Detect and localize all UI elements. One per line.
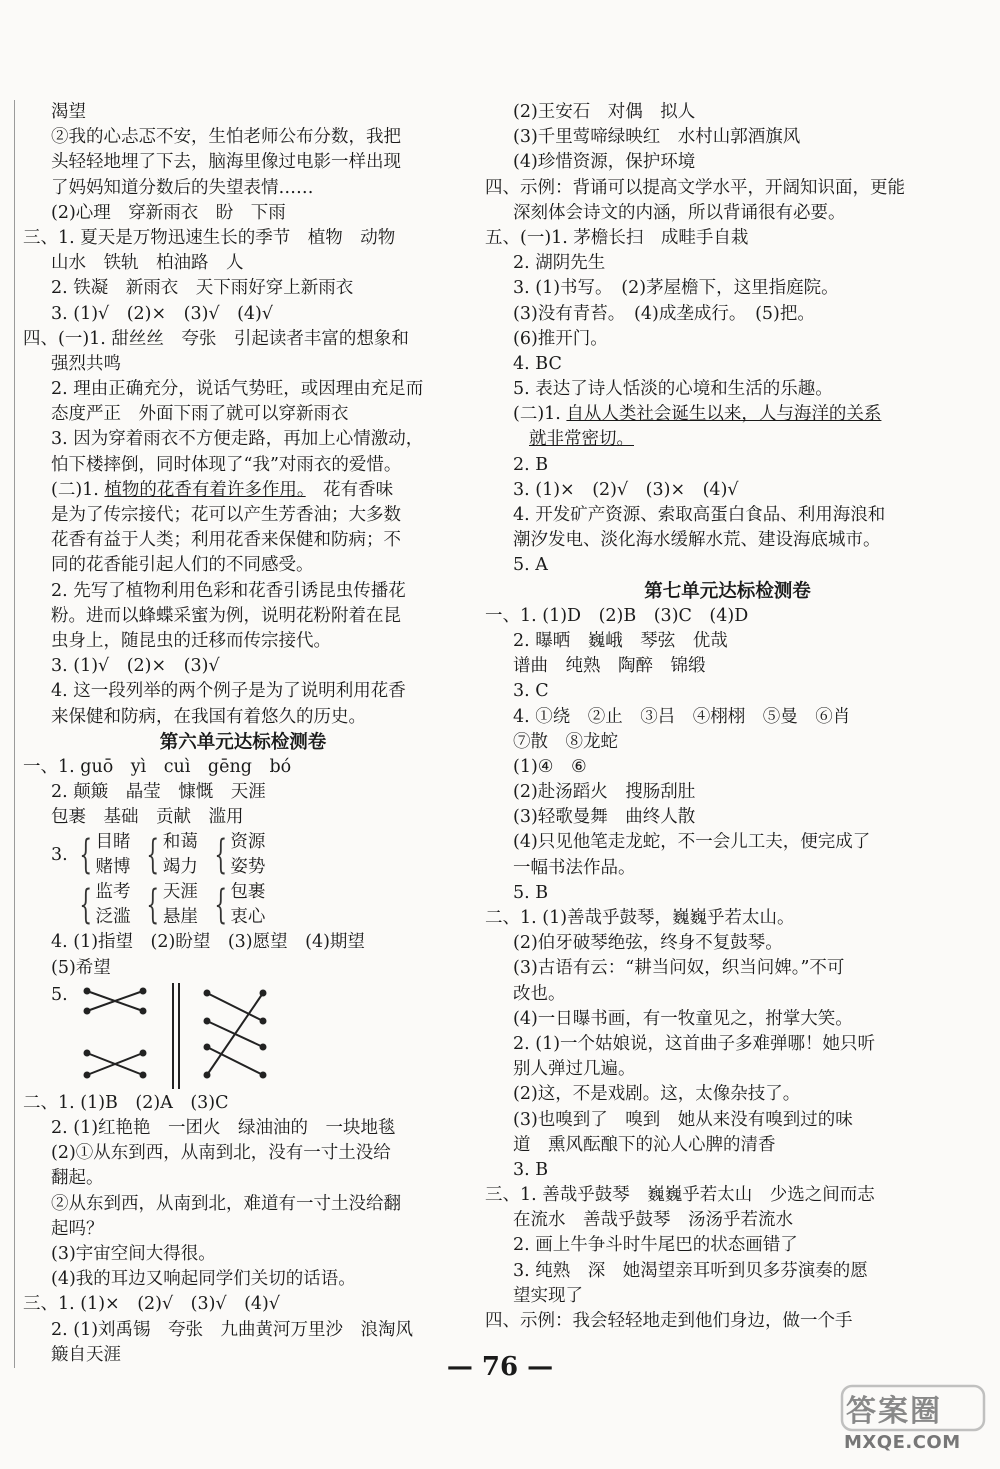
answer-line: 3. B — [513, 1159, 549, 1180]
answer-line: (2)心理 穿新雨衣 盼 下雨 — [51, 202, 286, 223]
answer-line: 别人弹过几遍。 — [513, 1059, 636, 1080]
answer-line: 3. (1)√ (2)× (3)√ (4)√ — [51, 303, 274, 324]
answer-line: 三、1. 夏天是万物迅速生长的季节 植物 动物 — [23, 227, 396, 248]
answer-line: 5. B — [513, 882, 549, 903]
answer-line: 2. 湖阴先生 — [513, 253, 606, 274]
brace-icon: { — [146, 882, 160, 929]
answer-line: (5)希望 — [51, 957, 111, 978]
answer-line: 簸自天涯 — [51, 1344, 121, 1365]
word: 资源 — [230, 832, 266, 853]
brace-icon: { — [214, 882, 227, 929]
answer-line: 道 熏风酝酿下的沁人心脾的清香 — [513, 1134, 776, 1155]
answer-line: (4)珍惜资源，保护环境 — [513, 152, 696, 173]
answer-line: 4. (1)指望 (2)盼望 (3)愿望 (4)期望 — [51, 932, 365, 953]
match-dot — [140, 987, 147, 994]
answer-line: 二、1. (1)善哉乎鼓琴，巍巍乎若太山。 — [485, 908, 795, 928]
answer-line: 四、(一)1. 甜丝丝 夸张 引起读者丰富的想象和 — [23, 328, 409, 349]
answer-line: (2)赴汤蹈火 搜肠刮肚 — [513, 782, 696, 803]
answer-line: 望实现了 — [513, 1285, 583, 1306]
answer-line: (3)古语有云：“耕当问奴，织当问婢。”不可 — [513, 958, 845, 979]
match-dot — [260, 1017, 267, 1024]
match-dot — [84, 1007, 91, 1014]
answer-line: (3)也嗅到了 嗅到 她从来没有嗅到过的味 — [513, 1109, 853, 1130]
question-number: 5. — [51, 984, 68, 1005]
answer-line: 2. 铁凝 新雨衣 天下雨好穿上新雨衣 — [51, 278, 354, 299]
word-pair — [208, 830, 265, 880]
answer-line: 虫身上，随昆虫的迁移而传宗接代。 — [51, 630, 331, 651]
answer-line: 3. (1)× (2)√ (3)× (4)√ — [513, 479, 739, 500]
answer-line: (1)④ ⑥ — [513, 756, 587, 777]
word: 包裹 — [230, 882, 266, 903]
answer-line: 头轻轻地埋了下去，脑海里像过电影一样出现 — [51, 152, 401, 173]
watermark-url: MXQE.COM — [844, 1432, 961, 1453]
answer-line: (4)我的耳边又响起同学们关切的话语。 — [51, 1269, 356, 1290]
answer-line: 2. 理由正确充分，说话气势旺，或因理由充足而 — [51, 379, 424, 400]
matching-lines — [75, 981, 295, 1091]
page-number: — 76 — — [446, 1352, 554, 1382]
brace-icon: { — [146, 832, 160, 879]
answer-line: 3. (1)√ (2)× (3)√ — [51, 656, 220, 677]
answer-line: 粉。进而以蜂蝶采蜜为例，说明花粉附着在昆 — [51, 605, 401, 626]
word: 监考 — [95, 882, 131, 903]
answer-line: 在流水 善哉乎鼓琴 汤汤乎若流水 — [513, 1210, 793, 1231]
match-dot — [260, 1071, 267, 1078]
answer-line: 4. BC — [513, 353, 562, 374]
answer-line: (2)伯牙破琴绝弦，终身不复鼓琴。 — [513, 933, 783, 954]
brace-word-group — [23, 880, 463, 930]
match-dot — [260, 989, 267, 996]
answer-line: 山水 铁轨 柏油路 人 — [51, 253, 244, 274]
answer-line: 一、1. guō yì cuì gēng bó — [23, 756, 292, 777]
answer-line: 强烈共鸣 — [51, 353, 121, 374]
answer-line: 2. 曝晒 巍峨 琴弦 优哉 — [513, 630, 728, 651]
answer-line: 4. 这一段列举的两个例子是为了说明利用花香 — [51, 681, 406, 702]
answer-line: 三、1. 善哉乎鼓琴 巍巍乎若太山 少选之间而志 — [485, 1185, 875, 1206]
answer-line: 五、(一)1. 茅檐长扫 成畦手自栽 — [485, 227, 749, 248]
answer-line: (二)1. 自从人类社会诞生以来，人与海洋的关系 — [513, 404, 882, 425]
answer-line: 4. 开发矿产资源、索取高蛋白食品、利用海浪和 — [513, 505, 886, 525]
answer-line: (2)王安石 对偶 拟人 — [513, 102, 696, 122]
brace-icon: { — [79, 832, 93, 879]
answer-line: 3. (1)书写。 (2)茅屋檐下，这里指庭院。 — [513, 278, 839, 299]
answer-line: 同的花香能引起人们的不同感受。 — [51, 555, 314, 576]
answer-line: 包裹 基础 贡献 滥用 — [51, 807, 244, 828]
match-dot — [204, 1017, 211, 1024]
word: 泛滥 — [95, 907, 131, 928]
answer-line: 二、1. (1)B (2)A (3)C — [23, 1092, 229, 1113]
underlined-sentence: 植物的花香有着许多作用。 — [104, 479, 306, 500]
answer-line: 潮汐发电、淡化海水缓解水荒、建设海底城市。 — [513, 530, 881, 551]
answer-line: 了妈妈知道分数后的失望表情…… — [51, 177, 314, 198]
match-dot — [204, 1071, 211, 1078]
word-pair — [73, 830, 130, 880]
answer-line: 2. (1)红艳艳 一团火 绿油油的 一块地毯 — [51, 1118, 396, 1138]
answer-line: 三、1. (1)× (2)√ (3)√ (4)√ — [23, 1294, 281, 1315]
answer-line: ②我的心忐忑不安，生怕老师公布分数，我把 — [51, 127, 401, 148]
word-pair — [73, 880, 130, 930]
answer-line: 2. 先写了植物利用色彩和花香引诱昆虫传播花 — [51, 580, 406, 601]
word: 赌博 — [95, 857, 131, 878]
match-dot — [84, 1049, 91, 1056]
brace-icon: { — [214, 832, 227, 879]
word-pair — [208, 880, 265, 930]
answer-line: (3)宇宙空间大得很。 — [51, 1243, 216, 1264]
answer-line: 3. 纯熟 深 她渴望亲耳听到贝多芬演奏的愿 — [513, 1260, 868, 1281]
match-dot — [140, 1071, 147, 1078]
answer-line: (二)1. 植物的花香有着许多作用。 花有香味 — [51, 479, 394, 500]
answer-line: 翻起。 — [51, 1168, 104, 1189]
answer-line: 3. C — [513, 681, 549, 702]
answer-line: (4)只见他笔走龙蛇，不一会儿工夫，便完成了 — [513, 832, 871, 853]
answer-line: 四、示例：背诵可以提高文学水平，开阔知识面，更能 — [485, 177, 905, 198]
word: 竭力 — [162, 857, 198, 878]
watermark-text: 答案圈 — [846, 1394, 942, 1429]
answer-line: 4. ①绕 ②止 ③吕 ④栩栩 ⑤曼 ⑥肖 — [513, 706, 851, 727]
word: 姿势 — [230, 857, 266, 878]
right-column — [485, 100, 970, 1334]
answer-line: 深刻体会诗文的内涵，所以背诵很有必要。 — [513, 202, 846, 223]
answer-line: 5. A — [513, 555, 548, 576]
answer-line: 2. 颠簸 晶莹 慷慨 天涯 — [51, 782, 266, 803]
answer-line: 2. (1)一个姑娘说，这首曲子多难弹哪！她只听 — [513, 1033, 876, 1054]
answer-line: (4)一日曝书画，有一牧童见之，拊掌大笑。 — [513, 1008, 853, 1029]
word: 衷心 — [230, 907, 266, 928]
word: 天涯 — [162, 882, 198, 903]
answer-line: 就非常密切。 — [529, 429, 634, 450]
word: 目睹 — [95, 832, 131, 853]
answer-line: 怕下楼摔倒，同时体现了“我”对雨衣的爱惜。 — [51, 454, 402, 475]
match-dot — [140, 1049, 147, 1056]
underlined-sentence: 自从人类社会诞生以来，人与海洋的关系 — [566, 404, 882, 425]
answer-line: 一幅书法作品。 — [513, 857, 636, 878]
answer-line: ⑦散 ⑧龙蛇 — [513, 731, 618, 752]
section-title: 第七单元达标检测卷 — [644, 580, 811, 602]
brace-word-group — [23, 830, 463, 880]
answer-line: 5. 表达了诗人恬淡的心境和生活的乐趣。 — [513, 379, 833, 400]
match-dot — [140, 1007, 147, 1014]
answer-line: 是为了传宗接代；花可以产生芳香油；大多数 — [51, 505, 401, 525]
word-pair — [140, 880, 197, 930]
answer-line: 2. (1)刘禹锡 夸张 九曲黄河万里沙 浪淘风 — [51, 1319, 414, 1340]
answer-line: 渴望 — [51, 102, 86, 122]
match-dot — [84, 1071, 91, 1078]
answer-line: 改也。 — [513, 983, 566, 1004]
answer-line: (3)轻歌曼舞 曲终人散 — [513, 807, 696, 828]
answer-line: 3. 因为穿着雨衣不方便走路，再加上心情激动， — [51, 429, 424, 450]
answer-line: (3)千里莺啼绿映红 水村山郭酒旗风 — [513, 127, 801, 148]
answer-line: 谱曲 纯熟 陶醉 锦缎 — [513, 656, 706, 677]
match-dot — [204, 1043, 211, 1050]
answer-line: 四、示例：我会轻轻地走到他们身边，做一个手 — [485, 1311, 853, 1331]
match-line — [207, 993, 263, 1075]
left-column — [14, 100, 463, 1368]
answer-line: (6)推开门。 — [513, 328, 608, 349]
match-dot — [204, 989, 211, 996]
answer-line: 起吗？ — [51, 1218, 104, 1239]
match-dot — [260, 1043, 267, 1050]
match-dot — [84, 987, 91, 994]
question-number: 3. — [51, 845, 68, 866]
answer-line: 2. 画上牛争斗时牛尾巴的状态画错了 — [513, 1235, 798, 1256]
word: 和蔼 — [162, 832, 198, 853]
answer-line: ②从东到西，从南到北，难道有一寸土没给翻 — [51, 1193, 401, 1214]
answer-line: (2)这，不是戏剧。这，太像杂技了。 — [513, 1084, 801, 1105]
answer-line: 态度严正 外面下雨了就可以穿新雨衣 — [51, 404, 349, 425]
section-title: 第六单元达标检测卷 — [159, 731, 327, 753]
answer-line: (2)①从东到西，从南到北，没有一寸土没给 — [51, 1143, 391, 1164]
word-pair — [140, 830, 197, 880]
matching-diagram — [23, 981, 463, 1091]
answer-line: (3)没有青苔。 (4)成垄成行。 (5)把。 — [513, 303, 815, 324]
answer-line: 一、1. (1)D (2)B (3)C (4)D — [485, 605, 749, 626]
answer-line: 花香有益于人类；利用花香来保健和防病；不 — [51, 530, 401, 551]
brace-icon: { — [79, 882, 93, 929]
word: 悬崖 — [162, 907, 198, 928]
answer-line: 2. B — [513, 454, 549, 475]
answer-line: 来保健和防病，在我国有着悠久的历史。 — [51, 706, 366, 727]
